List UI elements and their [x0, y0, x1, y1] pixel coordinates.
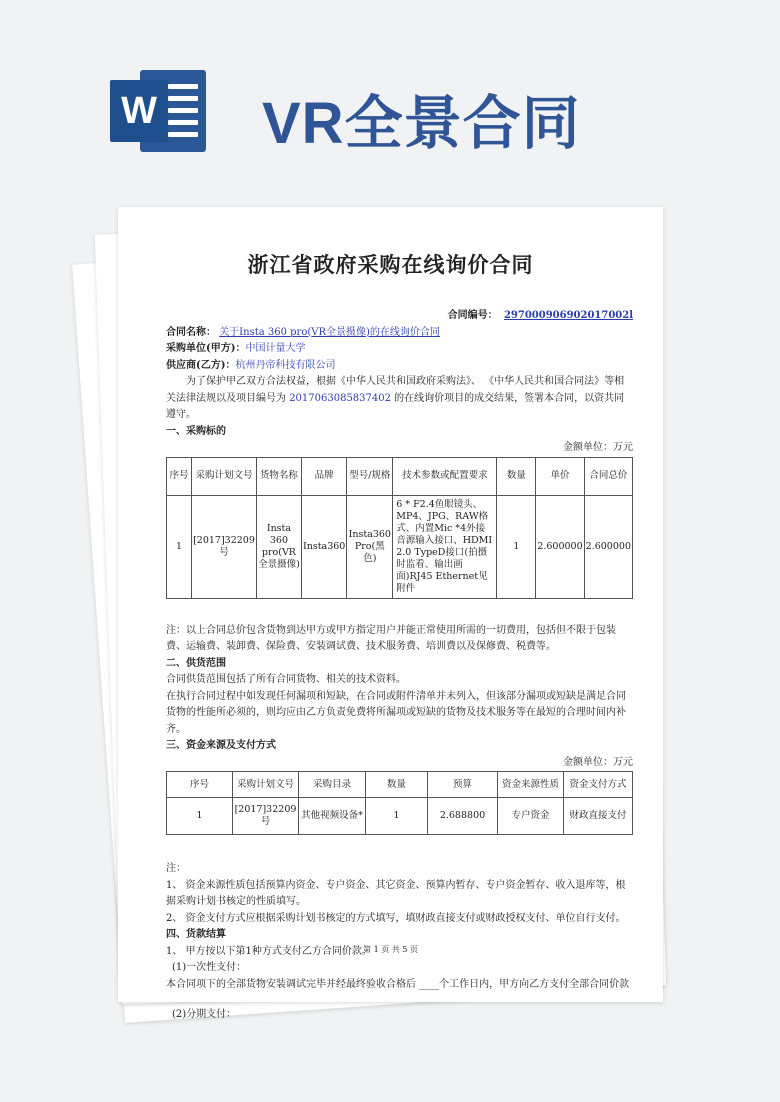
th: 预算	[428, 772, 498, 798]
table-header-row	[167, 457, 633, 495]
section-heading: 三、资金来源及支付方式	[166, 740, 276, 751]
section-heading: 四、货款结算	[166, 929, 226, 940]
banner-title: VR全景合同	[262, 91, 581, 156]
table-header-row	[167, 772, 633, 798]
td: Insta 360 pro(VR全景摄像)	[256, 495, 301, 598]
paragraph: (2)分期支付：	[172, 1009, 237, 1020]
funding-table	[166, 771, 633, 835]
paragraph: 1、 甲方按以下第1种方式支付乙方合同价款。	[166, 945, 372, 957]
note-label: 注：	[166, 863, 186, 874]
document-page	[118, 207, 663, 1020]
amount-unit: 金额单位：万元	[563, 756, 633, 768]
td: 1	[497, 495, 536, 598]
th: 资金支付方式	[564, 772, 633, 798]
table-row	[167, 495, 633, 598]
th: 型号/规格	[347, 457, 393, 495]
paragraph: 在执行合同过程中如发现任何漏项和短缺，在合同或附件清单并未列入，但该部分漏项或短缺是满足合同货物的性能所必须的，则均应由乙方负责免费将所漏项或短缺的货物及技术服务等在最短的合理时间内补齐。	[166, 690, 626, 735]
td: 2.600000	[584, 495, 632, 598]
td: 1	[167, 495, 192, 598]
intro-paragraph: 为了保护甲乙双方合法权益，根据《中华人民共和国政府采购法》、 《中华人民共和国合同法》等相关法律法规以及项目编号为 2017063085837402 的在线询价项目的成交结果，签署本合同，以资共同遵守。	[166, 376, 625, 420]
td: 财政直接支付	[564, 798, 633, 835]
page-footer: 第 1 页 共 5 页	[363, 945, 418, 954]
word-icon	[110, 70, 206, 152]
th: 资金来源性质	[498, 772, 564, 798]
amount-unit: 金额单位：万元	[563, 442, 633, 453]
th: 单价	[536, 457, 584, 495]
th: 货物名称	[256, 457, 301, 495]
th: 序号	[167, 457, 192, 495]
td: Insta360 Pro(黑色)	[347, 495, 393, 598]
paragraph: 本合同项下的全部货物安装调试完毕并经最终验收合格后 ____个工作日内，甲方向乙方支付全部合同价款	[166, 978, 630, 990]
purchase-items-table	[166, 457, 633, 599]
th: 序号	[167, 772, 233, 798]
contract-name: 合同名称： 关于Insta 360 pro(VR全景摄像)的在线询价合同	[166, 326, 440, 338]
td: Insta360	[301, 495, 346, 598]
note-paragraph: 注：以上合同总价包含货物到达甲方或甲方指定用户并能正常使用所需的一切费用，包括但不限于包装费、运输费、装卸费、保险费、安装调试费、技术服务费、培训费以及保修费、税费等。	[166, 624, 616, 652]
th: 采购目录	[299, 772, 366, 798]
paragraph: 合同供货范围包括了所有合同货物、相关的技术资料。	[166, 674, 406, 685]
th: 数量	[497, 457, 536, 495]
th: 数量	[366, 772, 428, 798]
document-title: 浙江省政府采购在线询价合同	[247, 252, 534, 277]
paragraph: (1)一次性支付：	[172, 962, 247, 973]
table-row	[167, 798, 633, 835]
supplier: 供应商(乙方)：杭州丹帝科技有限公司	[166, 359, 336, 371]
th: 技术参数或配置要求	[393, 457, 497, 495]
section-heading: 一、采购标的	[166, 425, 226, 437]
td: 2.600000	[536, 495, 584, 598]
buyer: 采购单位(甲方)：中国计量大学	[166, 343, 306, 354]
td: 1	[366, 798, 428, 835]
td: 6 * F2.4鱼眼镜头、MP4、JPG、RAW格式、内置Mic *4外接音源输入接口、HDMI 2.0 TypeD接口(拍摄时监看、输出画面)RJ45 Ethernet见附件	[393, 495, 497, 598]
th: 采购计划文号	[192, 457, 257, 495]
paragraph: 2、 资金支付方式应根据采购计划书核定的方式填写，填财政直接支付或财政授权支付、单位自行支付。	[166, 912, 626, 924]
td: 专户资金	[498, 798, 564, 835]
paragraph: 1、 资金来源性质包括预算内资金、专户资金、其它资金、预算内暂存、专户资金暂存、收入退库等，根据采购计划书核定的性质填写。	[166, 879, 626, 907]
th: 品牌	[301, 457, 346, 495]
td: 1	[167, 798, 233, 835]
th: 合同总价	[584, 457, 632, 495]
th: 采购计划文号	[233, 772, 299, 798]
td: [2017]32209号	[233, 798, 299, 835]
contract-number: 合同编号： 297000906902017002l	[447, 310, 633, 321]
td: 其他视频设备*	[299, 798, 366, 835]
word-logo-letter: W	[110, 80, 168, 142]
section-heading: 二、供货范围	[166, 657, 226, 669]
td: 2.688800	[428, 798, 498, 835]
td: [2017]32209号	[192, 495, 257, 598]
